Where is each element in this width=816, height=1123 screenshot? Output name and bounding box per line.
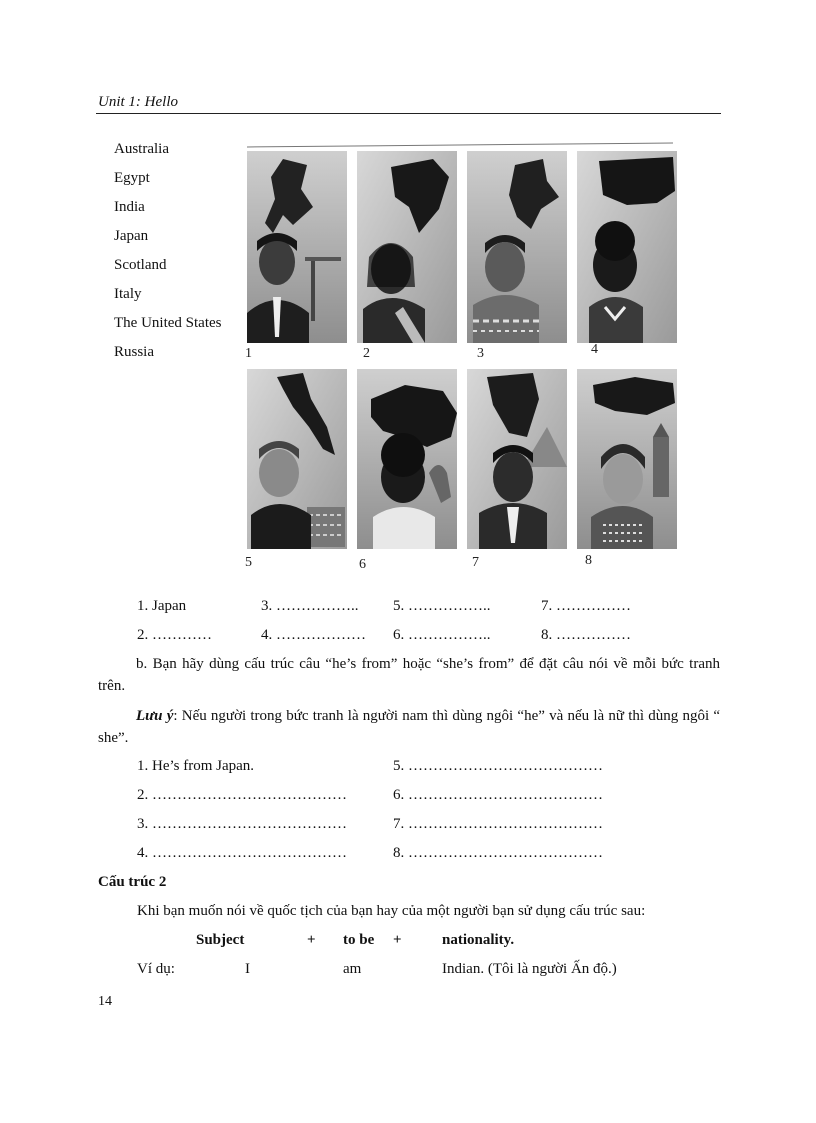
photo-number: 5 xyxy=(245,555,252,570)
answer-a: 5. …………….. xyxy=(393,598,491,614)
portrait-photo-8 xyxy=(577,369,677,549)
portrait-photo-7 xyxy=(467,369,567,549)
instruction-b: b. Bạn hãy dùng cấu trúc câu “he’s from” hoặc “she’s from” để đặt câu nói về mỗi bức tranh trên. xyxy=(98,656,720,694)
portrait-photo-5 xyxy=(247,369,347,549)
structure-intro: Khi bạn muốn nói về quốc tịch của bạn hay của một người bạn sử dụng cấu trúc sau: xyxy=(137,903,646,919)
country-item: Japan xyxy=(114,228,149,244)
note-paragraph xyxy=(98,705,720,749)
running-header: Unit 1: Hello xyxy=(98,94,178,110)
answer-a: 2. ………… xyxy=(137,627,212,643)
portrait-photo-1 xyxy=(247,151,347,343)
photo-number: 7 xyxy=(472,555,479,570)
answer-a: 6. …………….. xyxy=(393,627,491,643)
portrait-photo-2 xyxy=(357,151,457,343)
portrait-photo-4 xyxy=(577,151,677,343)
answer-b: 2. ………………………………… xyxy=(137,787,347,803)
section-heading: Cấu trúc 2 xyxy=(98,874,167,890)
answer-a: 3. …………….. xyxy=(261,598,359,614)
formula-nationality: nationality. xyxy=(442,932,515,948)
formula-to-be: to be xyxy=(343,932,375,948)
answer-a: 1. Japan xyxy=(137,598,187,614)
country-item: Australia xyxy=(114,141,169,157)
country-item: Scotland xyxy=(114,257,167,273)
answer-b: 1. He’s from Japan. xyxy=(137,758,255,774)
portrait-photo-6 xyxy=(357,369,457,549)
country-item: India xyxy=(114,199,145,215)
portrait-photo-3 xyxy=(467,151,567,343)
formula-plus: + xyxy=(307,932,316,948)
country-item: Italy xyxy=(114,286,142,302)
header-rule xyxy=(96,113,721,114)
answer-b: 6. ………………………………… xyxy=(393,787,603,803)
photo-number: 6 xyxy=(359,557,366,572)
note-text: : Nếu người trong bức tranh là người nam thì dùng ngôi “he” và nếu là nữ thì dùng ngôi “ she”. xyxy=(98,708,720,746)
portrait-photo-grid xyxy=(243,137,679,584)
country-item: Egypt xyxy=(114,170,150,186)
page-number: 14 xyxy=(98,994,112,1009)
note-label: Lưu ý xyxy=(136,708,174,724)
photo-number: 4 xyxy=(591,342,598,357)
answer-b: 7. ………………………………… xyxy=(393,816,603,832)
photo-number: 1 xyxy=(245,346,252,361)
photo-number: 3 xyxy=(477,346,484,361)
answer-a: 8. …………… xyxy=(541,627,631,643)
example-label: Ví dụ: xyxy=(137,961,175,977)
photo-number: 8 xyxy=(585,553,592,568)
answer-a: 7. …………… xyxy=(541,598,631,614)
answer-a: 4. ……………… xyxy=(261,627,366,643)
answer-b: 5. ………………………………… xyxy=(393,758,603,774)
answer-b: 8. ………………………………… xyxy=(393,845,603,861)
example-verb: am xyxy=(343,961,362,977)
example-nationality: Indian. (Tôi là người Ấn độ.) xyxy=(442,961,617,977)
example-subject: I xyxy=(245,961,250,977)
answer-b: 3. ………………………………… xyxy=(137,816,347,832)
photo-number: 2 xyxy=(363,346,370,361)
country-item: Russia xyxy=(114,344,155,360)
formula-subject: Subject xyxy=(196,932,245,948)
country-item: The United States xyxy=(114,315,222,331)
formula-plus: + xyxy=(393,932,402,948)
answer-b: 4. ………………………………… xyxy=(137,845,347,861)
